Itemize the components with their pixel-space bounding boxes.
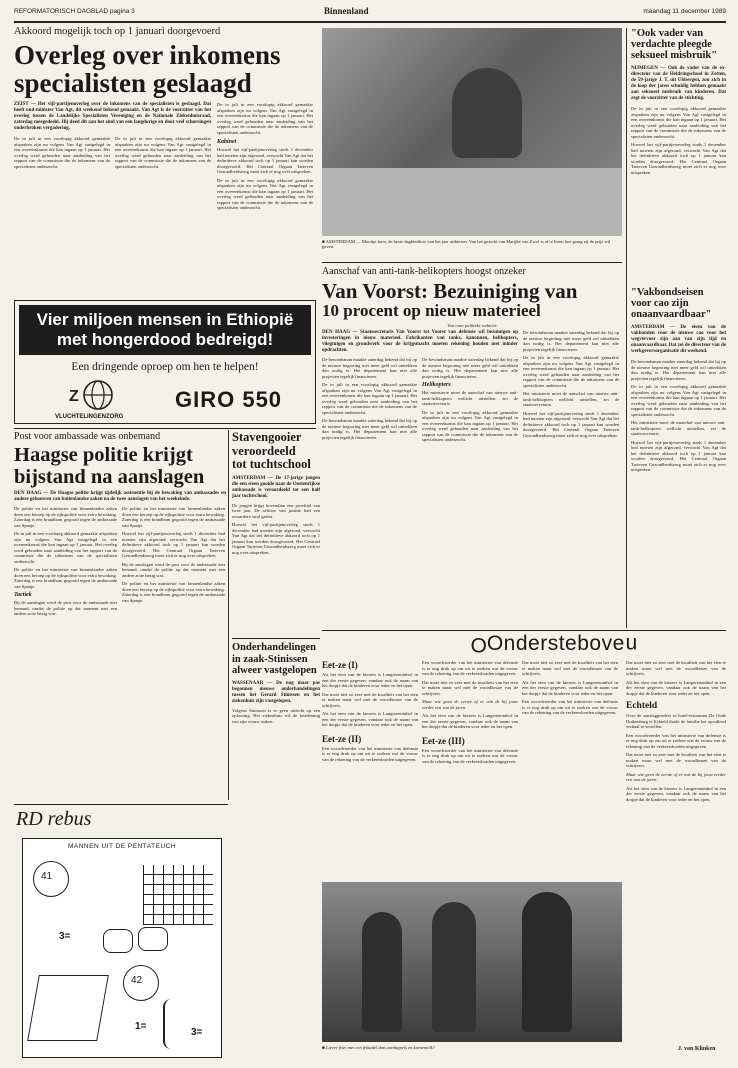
column-body: Over de aanslagpoeders in hotel-restaurant De Oude Duikenburg te Echteld dunkt de familie het opvallend verhaal te vertellen.: [626, 713, 726, 729]
article-body: De in juli in een voorlopig akkoord gemaakte afspraken zijn nu volgens Van Agt vastgelegd in een overeenkomst die kan ingaan op 1 januari. Het overleg werd gehouden naar aanleiding van het rapport van de commissie die de inkomens van de specialisten onderzocht.: [322, 382, 417, 415]
article-body: Bij de aanslagen werd de post voor de ambassade niet bemand, omdat de politie op dat moment met een andere actie bezig was.: [122, 561, 225, 578]
article-headline: [232, 642, 320, 677]
article-intro: DEN HAAG — Staatssecretaris Van Voorst tot Voorst van defensie wil bezuinigen op investeringen in nieuw materieel. Fabrikanten van tanks, kanonnen, helikopters, vliegtuigen en grondwerk voor de krijgsmacht moeten rekening houden met minder opdrachten.: [322, 330, 518, 354]
column-body: Dat moet niet zo zeer met de kwaliteit van het eten te maken maar wel met de woordkeuze van de schrijvers.: [522, 660, 618, 676]
headline-line: Van Voorst: Bezuiniging van: [322, 279, 578, 303]
article-headline: [322, 280, 622, 320]
rebus-subtitle: MANNEN UIT DE PENTATEUCH: [67, 843, 177, 850]
column-body: Als het eten van de kiezers is Langerenomhof in een der eerste gegeven, vandaar ook de naam van het dorpje dat de kinderen voor ieder en het open.: [626, 679, 726, 696]
column-divider: [228, 430, 229, 800]
title-flip-letter: O: [470, 633, 487, 656]
rebus-grid-icon: [143, 865, 213, 925]
article-kicker: Akkoord mogelijk toch op 1 januari doorgevoerd: [14, 26, 221, 37]
column-body: Een woordvoerder van het ministerie van defensie is er nog druk op om uit te zoeken wat de vrouw van de rekening van de verkeersborden uitgegeven.: [522, 699, 618, 715]
rebus-rule: [14, 804, 228, 805]
rebus-eq: 3=: [59, 931, 71, 942]
article-body: Het ministerie moet de aanschaf van nieuwe anti-tank-helikopters wellicht uitstellen, zei de staatssecretaris.: [523, 391, 619, 408]
rebus-hand-icon: [103, 929, 133, 953]
article-inkomens: [14, 26, 316, 294]
article-kicker: Post voor ambassade was onbemand: [14, 431, 161, 442]
rebus-eq: 3=: [191, 1027, 203, 1038]
article-body: De in juli in een voorlopig akkoord gemaakte afspraken zijn nu volgens Van Agt vastgelegd in een overeenkomst die kan ingaan op 1 januari. Het overleg werd gehouden naar aanleiding van het rapport van de commissie die de inkomens van de specialisten onderzocht.: [523, 355, 619, 388]
column-body: Een woordvoerder van het ministerie van defensie is er nog druk op om uit te zoeken wat de vrouw van de rekening van de verkeersborden uitgegeven.: [322, 745, 418, 762]
headline-line: bijstand na aanslagen: [14, 466, 205, 488]
column-body: Dat moet niet zo zeer met de kwaliteit van het eten te maken maar wel met de woordkeuze van de schrijvers.: [322, 691, 418, 708]
photo-caption: ■ Liever friet met een frikadel dan aardappels en karnemelk?: [322, 1045, 435, 1050]
globe-logo-icon: [65, 379, 131, 415]
sidebar-body: De bewindsman maakte zaterdag bekend dat hij op de nieuwe begroting niet meer geld wil uittrekken dan nodig is. Het departement kan niet alle projecten tegelijk financieren.: [631, 359, 726, 381]
article-body: De in juli in een voorlopig akkoord gemaakte afspraken zijn nu volgens Van Agt vastgelegd in een overeenkomst die kan ingaan op 1 januari. Het overleg werd gehouden naar aanleiding van het rapport van de commissie die de inkomens van de specialisten onderzocht.: [217, 177, 313, 210]
article-body: De politie en het ministerie van binnenlandse zaken doen een beroep op de rijkspolitie voor extra bewaking. Zaterdag is een brandbom gegooid tegen de ambassade van Spanje.: [14, 567, 117, 589]
column-body: Als het eten van de kiezers is Langerenomhof in een der eerste gegeven, vandaar ook de naam van het dorpje dat de kinderen voor ieder en het open.: [322, 672, 418, 688]
ad-banner: [19, 305, 311, 355]
rebus-num: 42: [131, 975, 143, 986]
article-subhead: Tactiek: [14, 592, 32, 598]
sidebar-misbruik: [631, 28, 726, 175]
headline-line: tot tuchtschool: [232, 457, 311, 471]
column-body: Als het eten van de kiezers is Langerenomhof in een der eerste gegeven, vandaar ook de naam van het dorpje dat de kinderen voor ieder en het open.: [422, 713, 518, 729]
article-body: Hoewel het vijf-partijenoverleg sinds 1 december had moeten zijn afgerond, verwacht Van Agt dat het definitieve akkoord toch op 1 januari kan worden doorgevoerd. Het Centraal Orgaan Tarieven Gezondheidszorg moet zich er nog over uitspreken.: [523, 410, 619, 438]
ad-org: VLUCHTELINGENZORG: [55, 414, 124, 420]
article-body: De bewindsman maakte zaterdag bekend dat hij op de nieuwe begroting niet meer geld wil uittrekken dan nodig is. Het departement kan niet alle projecten tegelijk financieren.: [322, 418, 417, 440]
rebus-title: RD rebus: [16, 808, 92, 830]
article-intro: WASSENAAR — De nog maar pas begonnen nieuwe onderhandelingen tussen het Gerard Stinissen en het ziekenhuis zijn vastgelopen.: [232, 680, 320, 704]
photo-figure: [452, 68, 522, 158]
article-headline: [14, 444, 226, 488]
article-stinissen: [232, 642, 320, 724]
column-col4: [626, 660, 726, 802]
column-body: Een woordvoerder van het ministerie van defensie is er nog druk op om uit te zoeken wat de vrouw van de rekening van de verkeersborden uitgegeven.: [422, 747, 518, 764]
article-byline: Van onze politieke redactie: [447, 323, 497, 328]
sidebar-body: De in juli in een voorlopig akkoord gemaakte afspraken zijn nu volgens Van Agt vastgelegd in een overeenkomst die kan ingaan op 1 januari. Het overleg werd gehouden naar aanleiding van het rapport van de commissie die de inkomens van de specialisten onderzocht.: [631, 106, 726, 139]
column-body: Als het eten van de kiezers is Langerenomhof in een der eerste gegeven, vandaar ook de naam van het dorpje dat de kinderen voor ieder en het open.: [522, 679, 618, 696]
column-quote: Maar wie geen de eerste of er ook de bij jouw eerder een van de jaren.: [422, 699, 518, 710]
article-body: De politie en het ministerie van binnenlandse zaken doen een beroep op de rijkspolitie voor extra bewaking. Zaterdag is een brandbom gegooid tegen de ambassade van Spanje.: [122, 506, 225, 528]
article-body: De politie en het ministerie van binnenlandse zaken doen een beroep op de rijkspolitie voor extra bewaking. Zaterdag is een brandbom gegooid tegen de ambassade van Spanje.: [122, 581, 225, 603]
article-body: De jongen krijgt bovendien een proeftijd van twee jaar. De officier van justitie had een zwaardere straf geëist.: [232, 502, 320, 519]
sidebar-intro: NIJMEGEN — Ook de vader van de ex-directeur van de Heldringschool in Zetten, de 59-jarige J. T. uit Ubbergen, zou zich in de loop der jaren schuldig hebben gemaakt aan seksueel misbruik van kinderen. Dat zegt de voorzitter van de stichting.: [631, 66, 726, 101]
column-divider: [626, 28, 627, 628]
photo-figure: [362, 912, 402, 1032]
ad-ethiopie: [14, 300, 316, 424]
rebus-box: [22, 838, 222, 1058]
column-subhead: Eet-ze (III): [422, 735, 465, 746]
column-body: Dat moet niet zo zeer met de kwaliteit van het eten te maken maar wel met de woordkeuze van de schrijvers.: [626, 660, 726, 676]
article-headline: [232, 431, 320, 472]
article-body: Het ministerie moet de aanschaf van nieuwe anti-tank-helikopters wellicht uitstellen, zei de staatssecretaris.: [422, 390, 518, 407]
article-rule: [232, 638, 320, 639]
article-rule: [14, 428, 316, 429]
article-haagse-politie: [14, 431, 226, 801]
column-col3: [522, 660, 618, 716]
article-kicker: Aanschaf van anti-tank-helikopters hoogst onzeker: [322, 266, 526, 277]
article-body: De in juli in een voorlopig akkoord gemaakte afspraken zijn nu volgens Van Agt vastgelegd in een overeenkomst die kan ingaan op 1 januari. Het overleg werd gehouden naar aanleiding van het rapport van de commissie die de inkomens van de specialisten onderzocht.: [14, 531, 117, 564]
column-author: J. van Klinken: [678, 1046, 716, 1052]
rebus-num: 41: [41, 871, 53, 882]
column-col1: [322, 660, 418, 762]
article-body: De bewindsman maakte zaterdag bekend dat hij op de nieuwe begroting niet meer geld wil uittrekken dan nodig is. Het departement kan niet alle projecten tegelijk financieren.: [523, 330, 619, 352]
article-stavengooier: [232, 431, 320, 555]
article-body: Hoewel het vijf-partijenoverleg sinds 1 december had moeten zijn afgerond, verwacht Van Agt dat het definitieve akkoord toch op 1 januari kan worden doorgevoerd. Het Centraal Orgaan Tarieven Gezondheidszorg moet zich er nog over uitspreken.: [122, 531, 225, 558]
article-van-voorst: [322, 266, 622, 626]
article-body: De bewindsman maakte zaterdag bekend dat hij op de nieuwe begroting niet meer geld wil uittrekken dan nodig is. Het departement kan niet alle projecten tegelijk financieren.: [322, 357, 417, 379]
article-body: De politie en het ministerie van binnenlandse zaken doen een beroep op de rijkspolitie voor extra bewaking. Zaterdag is een brandbom gegooid tegen de ambassade van Spanje.: [14, 506, 117, 528]
article-body: Volgens Stinissen is er geen uitzicht op een oplossing. Het ziekenhuis wil de beademing van zijn vrouw staken.: [232, 707, 320, 724]
column-body: Dat moet niet zo zeer met de kwaliteit van het eten te maken maar wel met de woordkeuze van de schrijvers.: [422, 679, 518, 696]
header-rule: [14, 21, 726, 23]
section-rule: [322, 630, 726, 631]
article-body: De in juli in een voorlopig akkoord gemaakte afspraken zijn nu volgens Van Agt vastgelegd in een overeenkomst die kan ingaan op 1 januari. Het overleg werd gehouden naar aanleiding van het rapport van de commissie die de inkomens van de specialisten onderzocht.: [422, 409, 518, 443]
ad-banner-line: met hongerdood bedreigd!: [56, 330, 274, 349]
ad-banner-line: Vier miljoen mensen in Ethiopië: [36, 310, 294, 329]
caption-marker-icon: ■: [322, 1045, 326, 1050]
headline-line: Overleg over inkomens: [14, 40, 281, 70]
article-body: De in juli in een voorlopig akkoord gemaakte afspraken zijn nu volgens Van Agt vastgelegd in een overeenkomst die kan ingaan op 1 januari. Het overleg werd gehouden naar aanleiding van het rapport van de commissie die de inkomens van de specialisten onderzocht.: [217, 102, 313, 135]
headline-line: in zaak-Stinissen: [232, 653, 308, 665]
photo-table: [322, 168, 622, 236]
title-end: n: [624, 633, 637, 656]
svg-text:Z: Z: [69, 388, 79, 405]
headline-line: specialisten geslaagd: [14, 68, 252, 98]
page-header: [14, 8, 726, 20]
ad-giro: GIRO 550: [175, 387, 283, 412]
rebus-figure-icon: [163, 999, 193, 1049]
article-intro: AMSTERDAM — De 17-jarige jongen die een steen gooide naar de Oostenrijkse ambassade is veroordeeld tot een half jaar tuchtschool.: [232, 475, 320, 499]
column-body: Dat moet niet zo zeer met de kwaliteit van het eten te maken maar wel met de woordkeuze van de schrijvers.: [626, 752, 726, 768]
column-body: Als het eten van de kiezers is Langerenomhof in een der eerste gegeven, vandaar ook de naam van het dorpje dat de kinderen voor ieder en het open.: [322, 711, 418, 727]
article-rule: [322, 262, 622, 263]
sidebar-body: Hoewel het vijf-partijenoverleg sinds 1 december had moeten zijn afgerond, verwacht Van Agt dat het definitieve akkoord toch op 1 januari kan worden doorgevoerd. Het Centraal Orgaan Tarieven Gezondheidszorg moet zich er nog over uitspreken.: [631, 142, 726, 175]
sidebar-headline: "Vakbondseisen voor cao zijn onaanvaardbaar": [631, 287, 712, 320]
headline-line: alweer vastgelopen: [232, 665, 317, 676]
paper-name: REFORMATORISCH DAGBLAD pagina 3: [14, 8, 135, 15]
article-subhead: Kabinet: [217, 139, 237, 145]
column-subhead: Eet-ze (I): [322, 660, 358, 670]
sidebar-intro: AMSTERDAM — De eisen van de vakbonden voor de nieuwe cao voor het wegvervoer zijn aan van zijn tijd en onaanvaardbaar. Dat zei de directeur van de werkgeversorganisatie dit weekend.: [631, 325, 726, 354]
page-date: maandag 11 december 1989: [643, 8, 726, 15]
headline-line: 10 procent op nieuw materieel: [322, 301, 541, 320]
sidebar-vakbond: [631, 287, 726, 473]
headline-line: Stavengooier: [232, 430, 302, 444]
sidebar-headline: "Ook vader van verdachte pleegde seksueel misbruik": [631, 28, 718, 61]
rebus-eq: 1=: [135, 1021, 147, 1032]
caption-marker-icon: ■: [322, 239, 326, 244]
photo-amsterdam: [322, 28, 622, 236]
column-body: Een woordvoerder van het ministerie van defensie is er nog druk op om uit te zoeken wat de vrouw van de rekening van de verkeersborden uitgegeven.: [626, 732, 726, 749]
onderste-title: OOndersteboven: [470, 632, 637, 656]
photo-caption: ■ AMSTERDAM — Mooitje hoor, de beste dagbladfoto van het jaar uitkiezen. Van het gezicht van Marijke van Zwol is af te lezen hoe graag zij de prijs wil geven.: [322, 239, 611, 250]
column-body: Als het eten van de kiezers is Langerenomhof in een der eerste gegeven, vandaar ook de naam van het dorpje dat de kinderen voor ieder en het open.: [626, 785, 726, 802]
sidebar-body: De in juli in een voorlopig akkoord gemaakte afspraken zijn nu volgens Van Agt vastgelegd in een overeenkomst die kan ingaan op 1 januari. Het overleg werd gehouden naar aanleiding van het rapport van de commissie die de inkomens van de specialisten onderzocht.: [631, 384, 726, 417]
rebus-hand-icon: [138, 927, 168, 951]
article-headline: [14, 41, 316, 97]
article-body: De in juli in een voorlopig akkoord gemaakte afspraken zijn nu volgens Van Agt vastgelegd in een overeenkomst die kan ingaan op 1 januari. Het overleg werd gehouden naar aanleiding van het rapport van de commissie die de inkomens van de specialisten onderzocht.: [115, 136, 211, 169]
article-intro: ZEIST — Het vijf-partijenoverleg over de inkomens van de specialisten is geslaagd. Dat heeft oud-minister Van Agt, dit weekend bekend gemaakt. Van Agt is de voorzitter van het overleg tussen de Landelijke Specialisten Vereniging en de Nationale Ziekenhuisraad, zaterdag meegedeeld. Hij deed dit aan het eind van een langdurige en door veel schorsingen onderbroken vergadering.: [14, 102, 211, 131]
article-subhead: Helikopters: [422, 382, 451, 389]
article-body: Hoewel het vijf-partijenoverleg sinds 1 december had moeten zijn afgerond, verwacht Van Agt dat het definitieve akkoord toch op 1 januari kan worden doorgevoerd. Het Centraal Orgaan Tarieven Gezondheidszorg moet zich er nog over uitspreken.: [232, 522, 320, 555]
article-body: De in juli in een voorlopig akkoord gemaakte afspraken zijn nu volgens Van Agt vastgelegd in een overeenkomst die kan ingaan op 1 januari. Het overleg werd gehouden naar aanleiding van het rapport van de commissie die de inkomens van de specialisten onderzocht.: [14, 136, 110, 169]
photo-soldiers: [322, 882, 622, 1042]
article-intro: DEN HAAG — De Haagse politie krijgt tijdelijk assistentie bij de bewaking van ambassades en andere gebouwen van buitenlandse zaken na de twee aanslagen van het weekeinde.: [14, 491, 226, 502]
headline-line: Haagse politie krijgt: [14, 444, 193, 466]
rebus-tablet-icon: [27, 975, 109, 1041]
column-subhead: Echteld: [626, 701, 658, 711]
column-quote: Maar wie geen de eerste of er ook de bij jouw eerder een van de jaren.: [626, 771, 726, 782]
article-body: Hoewel het vijf-partijenoverleg sinds 1 december had moeten zijn afgerond, verwacht Van Agt dat het definitieve akkoord toch op 1 januari kan worden doorgevoerd. Het Centraal Orgaan Tarieven Gezondheidszorg moet zich er nog over uitspreken.: [217, 147, 313, 174]
photo-figure: [432, 902, 476, 1032]
sidebar-body: Het ministerie moet de aanschaf van nieuwe anti-tank-helikopters wellicht uitstellen, zei de staatssecretaris.: [631, 420, 726, 436]
sidebar-body: Hoewel het vijf-partijenoverleg sinds 1 december had moeten zijn afgerond, verwacht Van Agt dat het definitieve akkoord toch op 1 januari kan worden doorgevoerd. Het Centraal Orgaan Tarieven Gezondheidszorg moet zich er nog over uitspreken.: [631, 439, 726, 472]
headline-line: veroordeeld: [232, 443, 296, 458]
article-body: Bij de aanslagen werd de post voor de ambassade niet bemand, omdat de politie op dat moment met een andere actie bezig was.: [14, 600, 117, 616]
column-col2: [422, 660, 518, 764]
column-subhead: Eet-ze (II): [322, 733, 362, 744]
photo-figure: [522, 892, 572, 1032]
headline-line: Onderhandelingen: [232, 642, 317, 653]
article-body: De bewindsman maakte zaterdag bekend dat hij op de nieuwe begroting niet meer geld wil uittrekken dan nodig is. Het departement kan niet alle projecten tegelijk financieren.: [422, 357, 518, 379]
column-body: Een woordvoerder van het ministerie van defensie is er nog druk op om uit te zoeken wat de vrouw van de rekening van de verkeersborden uitgegeven.: [422, 660, 518, 676]
ad-appeal: Een dringende oproep om hen te helpen!: [71, 361, 259, 373]
section-label: Binnenland: [324, 6, 369, 16]
